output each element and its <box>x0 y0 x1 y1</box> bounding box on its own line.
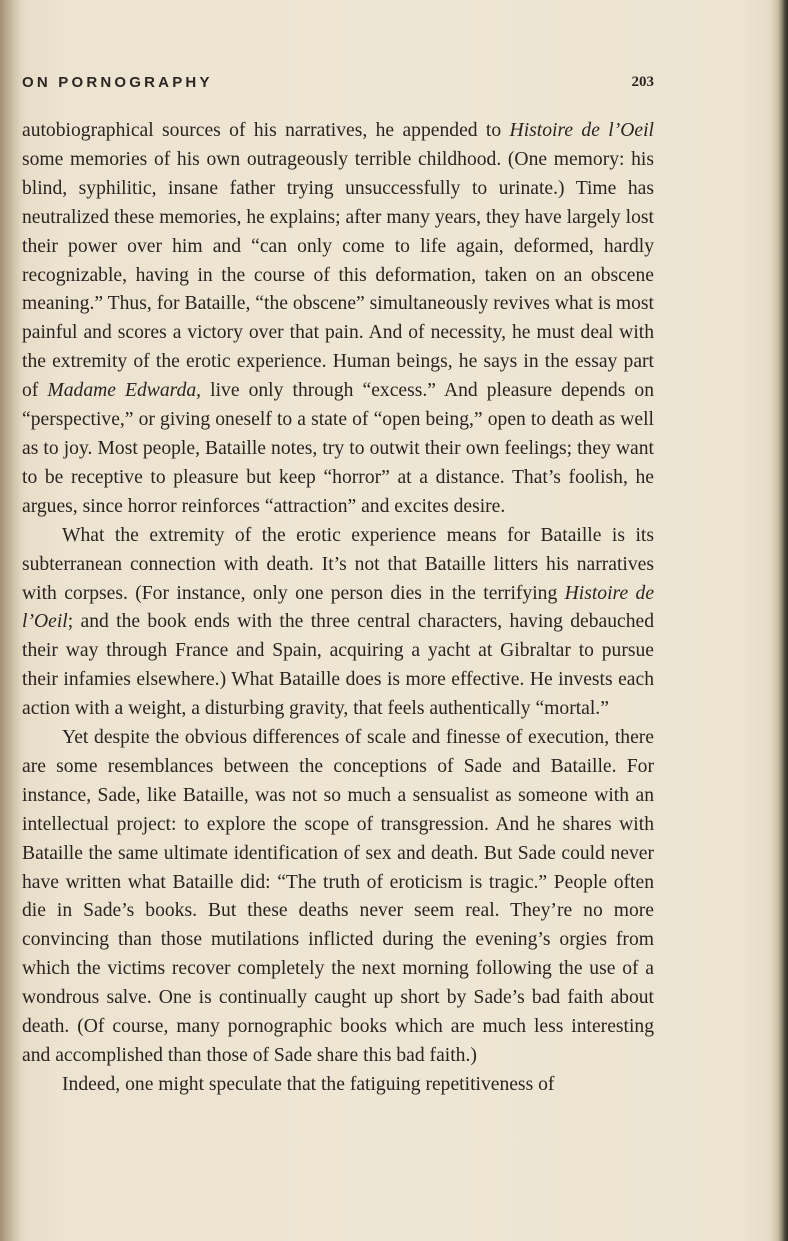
page-number: 203 <box>631 74 654 90</box>
text-run: live only through “excess.” And pleasure depends on “perspective,” or giving oneself to a state of “open being,” open to death as well as to joy. Most people, Bataille notes, try to outwit their own feelings; they want to be receptive to pleasure but keep “horror” at a distance. That’s foolish, he argues, since horror reinforces “attraction” and excites desire. <box>22 380 654 517</box>
running-head <box>22 74 654 96</box>
running-title: ON PORNOGRAPHY <box>22 74 213 91</box>
paragraph-1 <box>22 117 654 522</box>
paragraph-2 <box>22 522 654 724</box>
italic-title: Madame Edwarda, <box>47 380 202 402</box>
text-run: autobiographical sources of his narratives, he appended to <box>22 120 510 141</box>
text-run: Indeed, one might speculate that the fatiguing repetitiveness of <box>62 1073 555 1095</box>
spine-shadow <box>0 0 22 1241</box>
body-text <box>22 117 654 1100</box>
italic-title: Histoire de l’Oeil <box>22 582 655 633</box>
italic-title: Histoire de l’Oeil <box>509 120 654 141</box>
paragraph-3 <box>22 724 654 1071</box>
paragraph-4 <box>22 1071 654 1100</box>
text-run: What the extremity of the erotic experience means for Bataille is its subterranean connection with death. It’s not that Bataille litters his narratives with corpses. (For instance, only one person dies in the terrifying <box>22 524 654 604</box>
text-run: some memories of his own outrageously terrible childhood. (One memory: his blind, syphilitic, insane father trying unsuccessfully to urinate.) Time has neutralized these memories, he explains; after many years, they have largely lost their power over him and “can only come to life again, deformed, hardly recognizable, having in the course of this deformation, taken on an obscene meaning.” Thus, for Bataille, “the obscene” simultaneously revives what is most painful and scores a victory over that pain. And of necessity, he must deal with the extremity of the erotic experience. Human beings, he says in the essay part of <box>22 148 654 402</box>
text-run: Yet despite the obvious differences of scale and finesse of execution, there are some resemblances between the conceptions of Sade and Bataille. For instance, Sade, like Bataille, was not so much a sensualist as someone with an intellectual project: to explore the scope of transgression. And he shares with Bataille the same ultimate identification of sex and death. But Sade could never have written what Bataille did: “The truth of eroticism is tragic.” People often die in Sade’s books. But these deaths never seem real. They’re no more convincing than those mutilations inflicted during the evening’s orgies from which the victims recover completely the next morning following the use of a wondrous salve. One is continually caught up short by Sade’s bad faith about death. (Of course, many pornographic books which are much less interesting and accomplished than those of Sade share this bad faith.) <box>22 727 654 1066</box>
text-run: ; and the book ends with the three central characters, having debauched their way through France and Spain, acquiring a yacht at Gibraltar to pursue their infamies elsewhere.) What Bataille does is more effective. He invests each action with a weight, a disturbing gravity, that feels authentically “mortal.” <box>22 611 654 720</box>
